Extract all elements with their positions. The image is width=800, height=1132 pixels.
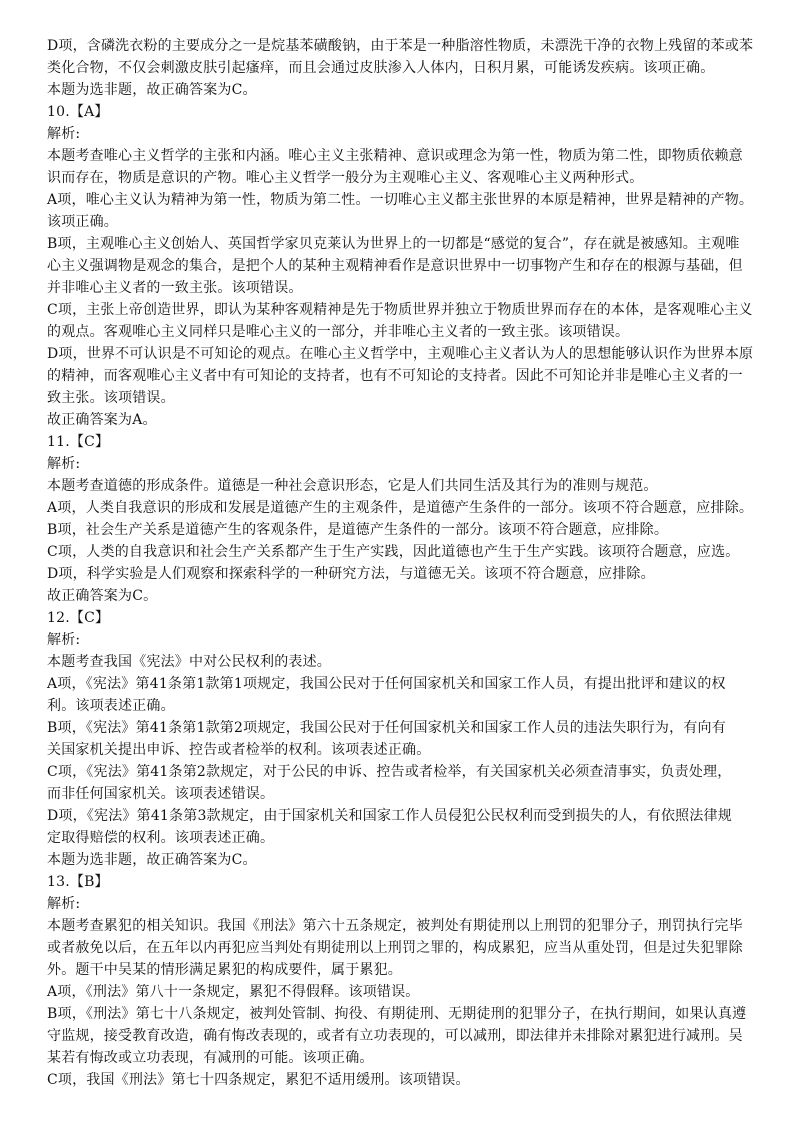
question-number: 13.【B】 (47, 874, 109, 890)
text-line: 的观点。客观唯心主义同样只是唯心主义的一部分，并非唯心主义者的一致主张。该项错误。 (47, 324, 630, 340)
conclusion-line: 本题为选非题，故正确答案为C。 (47, 82, 257, 98)
text-line: 某若有悔改或立功表现，有减刑的可能。该项正确。 (47, 1050, 374, 1066)
question-number: 12.【C】 (47, 610, 110, 626)
text-line: D项，科学实验是人们观察和探索科学的一种研究方法，与道德无关。该项不符合题意，应排除。 (47, 566, 655, 582)
text-line: C项，我国《刑法》第七十四条规定，累犯不适用缓刑。该项错误。 (47, 1072, 470, 1088)
analysis-heading: 解析: (47, 632, 81, 648)
text-line: 外。题干中吴某的情形满足累犯的构成要件，属于累犯。 (47, 962, 402, 978)
text-line: A项，人类自我意识的形成和发展是道德产生的主观条件，是道德产生条件的一部分。该项不符合题意，应排除。 (47, 500, 754, 516)
text-line: B项，主观唯心主义创始人、英国哲学家贝克莱认为世界上的一切都是“感觉的复合”，存在就是被感知。主观唯 (47, 236, 740, 252)
conclusion-line: 本题为选非题，故正确答案为C。 (47, 852, 257, 868)
text-line: 本题考查唯心主义哲学的主张和内涵。唯心主义主张精神、意识或理念为第一性，物质为第二性，即物质依赖意 (47, 148, 743, 164)
text-line: 该项正确。 (47, 214, 118, 230)
text-line: B项，社会生产关系是道德产生的客观条件，是道德产生条件的一部分。该项不符合题意，应排除。 (47, 522, 669, 538)
text-line: C项，《宪法》第41条第2款规定，对于公民的申诉、控告或者检举，有关国家机关必须查清事实，负责处理， (47, 764, 732, 780)
text-line: 定取得赔偿的权利。该项表述正确。 (47, 830, 275, 846)
text-line: 识而存在，物质是意识的产物。唯心主义哲学一般分为主观唯心主义、客观唯心主义两种形式。 (47, 170, 644, 186)
text-line: 的精神，而客观唯心主义者中有可知论的支持者，也有不可知论的支持者。因此不可知论并非是唯心主义者的一 (47, 368, 743, 384)
text-line: 守监规，接受教育改造，确有悔改表现的，或者有立功表现的，可以减刑，即法律并未排除对累犯进行减刑。吴 (47, 1028, 743, 1044)
analysis-heading: 解析: (47, 456, 81, 472)
text-line: 或者赦免以后，在五年以内再犯应当判处有期徒刑以上刑罚之罪的，构成累犯，应当从重处罚，但是过失犯罪除 (47, 940, 743, 956)
text-line: 本题考查道德的形成条件。道德是一种社会意识形态，它是人们共同生活及其行为的准则与规范。 (47, 478, 658, 494)
text-line: D项，《宪法》第41条第3款规定，由于国家机关和国家工作人员侵犯公民权利而受到损失的人，有依照法律规 (47, 808, 732, 824)
text-line: 类化合物，不仅会刺激皮肤引起瘙痒，而且会通过皮肤渗入人体内，日积月累，可能诱发疾病。该项正确。 (47, 60, 715, 76)
text-line: A项，《刑法》第八十一条规定，累犯不得假释。该项错误。 (47, 984, 420, 1000)
text-line: A项，《宪法》第41条第1款第1项规定，我国公民对于任何国家机关和国家工作人员，有提出批评和建议的权 (47, 676, 726, 692)
text-line: 利。该项表述正确。 (47, 698, 175, 714)
text-line: D项，世界不可认识是不可知论的观点。在唯心主义哲学中，主观唯心主义者认为人的思想能够认识作为世界本原 (47, 346, 754, 362)
conclusion-line: 故正确答案为C。 (47, 588, 158, 604)
text-line: 心主义强调物是观念的集合，是把个人的某种主观精神看作是意识世界中一切事物产生和存在的根源与基础，但 (47, 258, 743, 274)
question-number: 11.【C】 (47, 434, 110, 450)
text-line: B项，《宪法》第41条第1款第2项规定，我国公民对于任何国家机关和国家工作人员的违法失职行为，有向有 (47, 720, 726, 736)
conclusion-line: 故正确答案为A。 (47, 412, 157, 428)
question-number: 10.【A】 (47, 104, 109, 120)
text-line: B项，《刑法》第七十八条规定，被判处管制、拘役、有期徒刑、无期徒刑的犯罪分子，在执行期间，如果认真遵 (47, 1006, 747, 1022)
analysis-heading: 解析: (47, 126, 81, 142)
text-line: C项，主张上帝创造世界，即认为某种客观精神是先于物质世界并独立于物质世界而存在的本体，是客观唯心主义 (47, 302, 753, 318)
text-line: 致主张。该项错误。 (47, 390, 175, 406)
text-line: 而非任何国家机关。该项表述错误。 (47, 786, 275, 802)
text-line: D项，含磷洗衣粉的主要成分之一是烷基苯磺酸钠，由于苯是一种脂溶性物质，未漂洗干净的衣物上残留的苯或苯 (47, 38, 754, 54)
analysis-heading: 解析: (47, 896, 81, 912)
text-line: 本题考查我国《宪法》中对公民权利的表述。 (47, 654, 331, 670)
text-line: C项，人类的自我意识和社会生产关系都产生于生产实践，因此道德也产生于生产实践。该项符合题意，应选。 (47, 544, 740, 560)
text-line: 关国家机关提出申诉、控告或者检举的权利。该项表述正确。 (47, 742, 431, 758)
text-line: 本题考查累犯的相关知识。我国《刑法》第六十五条规定，被判处有期徒刑以上刑罚的犯罪分子，刑罚执行完毕 (47, 918, 743, 934)
text-line: 并非唯心主义者的一致主张。该项错误。 (47, 280, 303, 296)
text-line: A项，唯心主义认为精神为第一性，物质为第二性。一切唯心主义都主张世界的本原是精神，世界是精神的产物。 (47, 192, 754, 208)
